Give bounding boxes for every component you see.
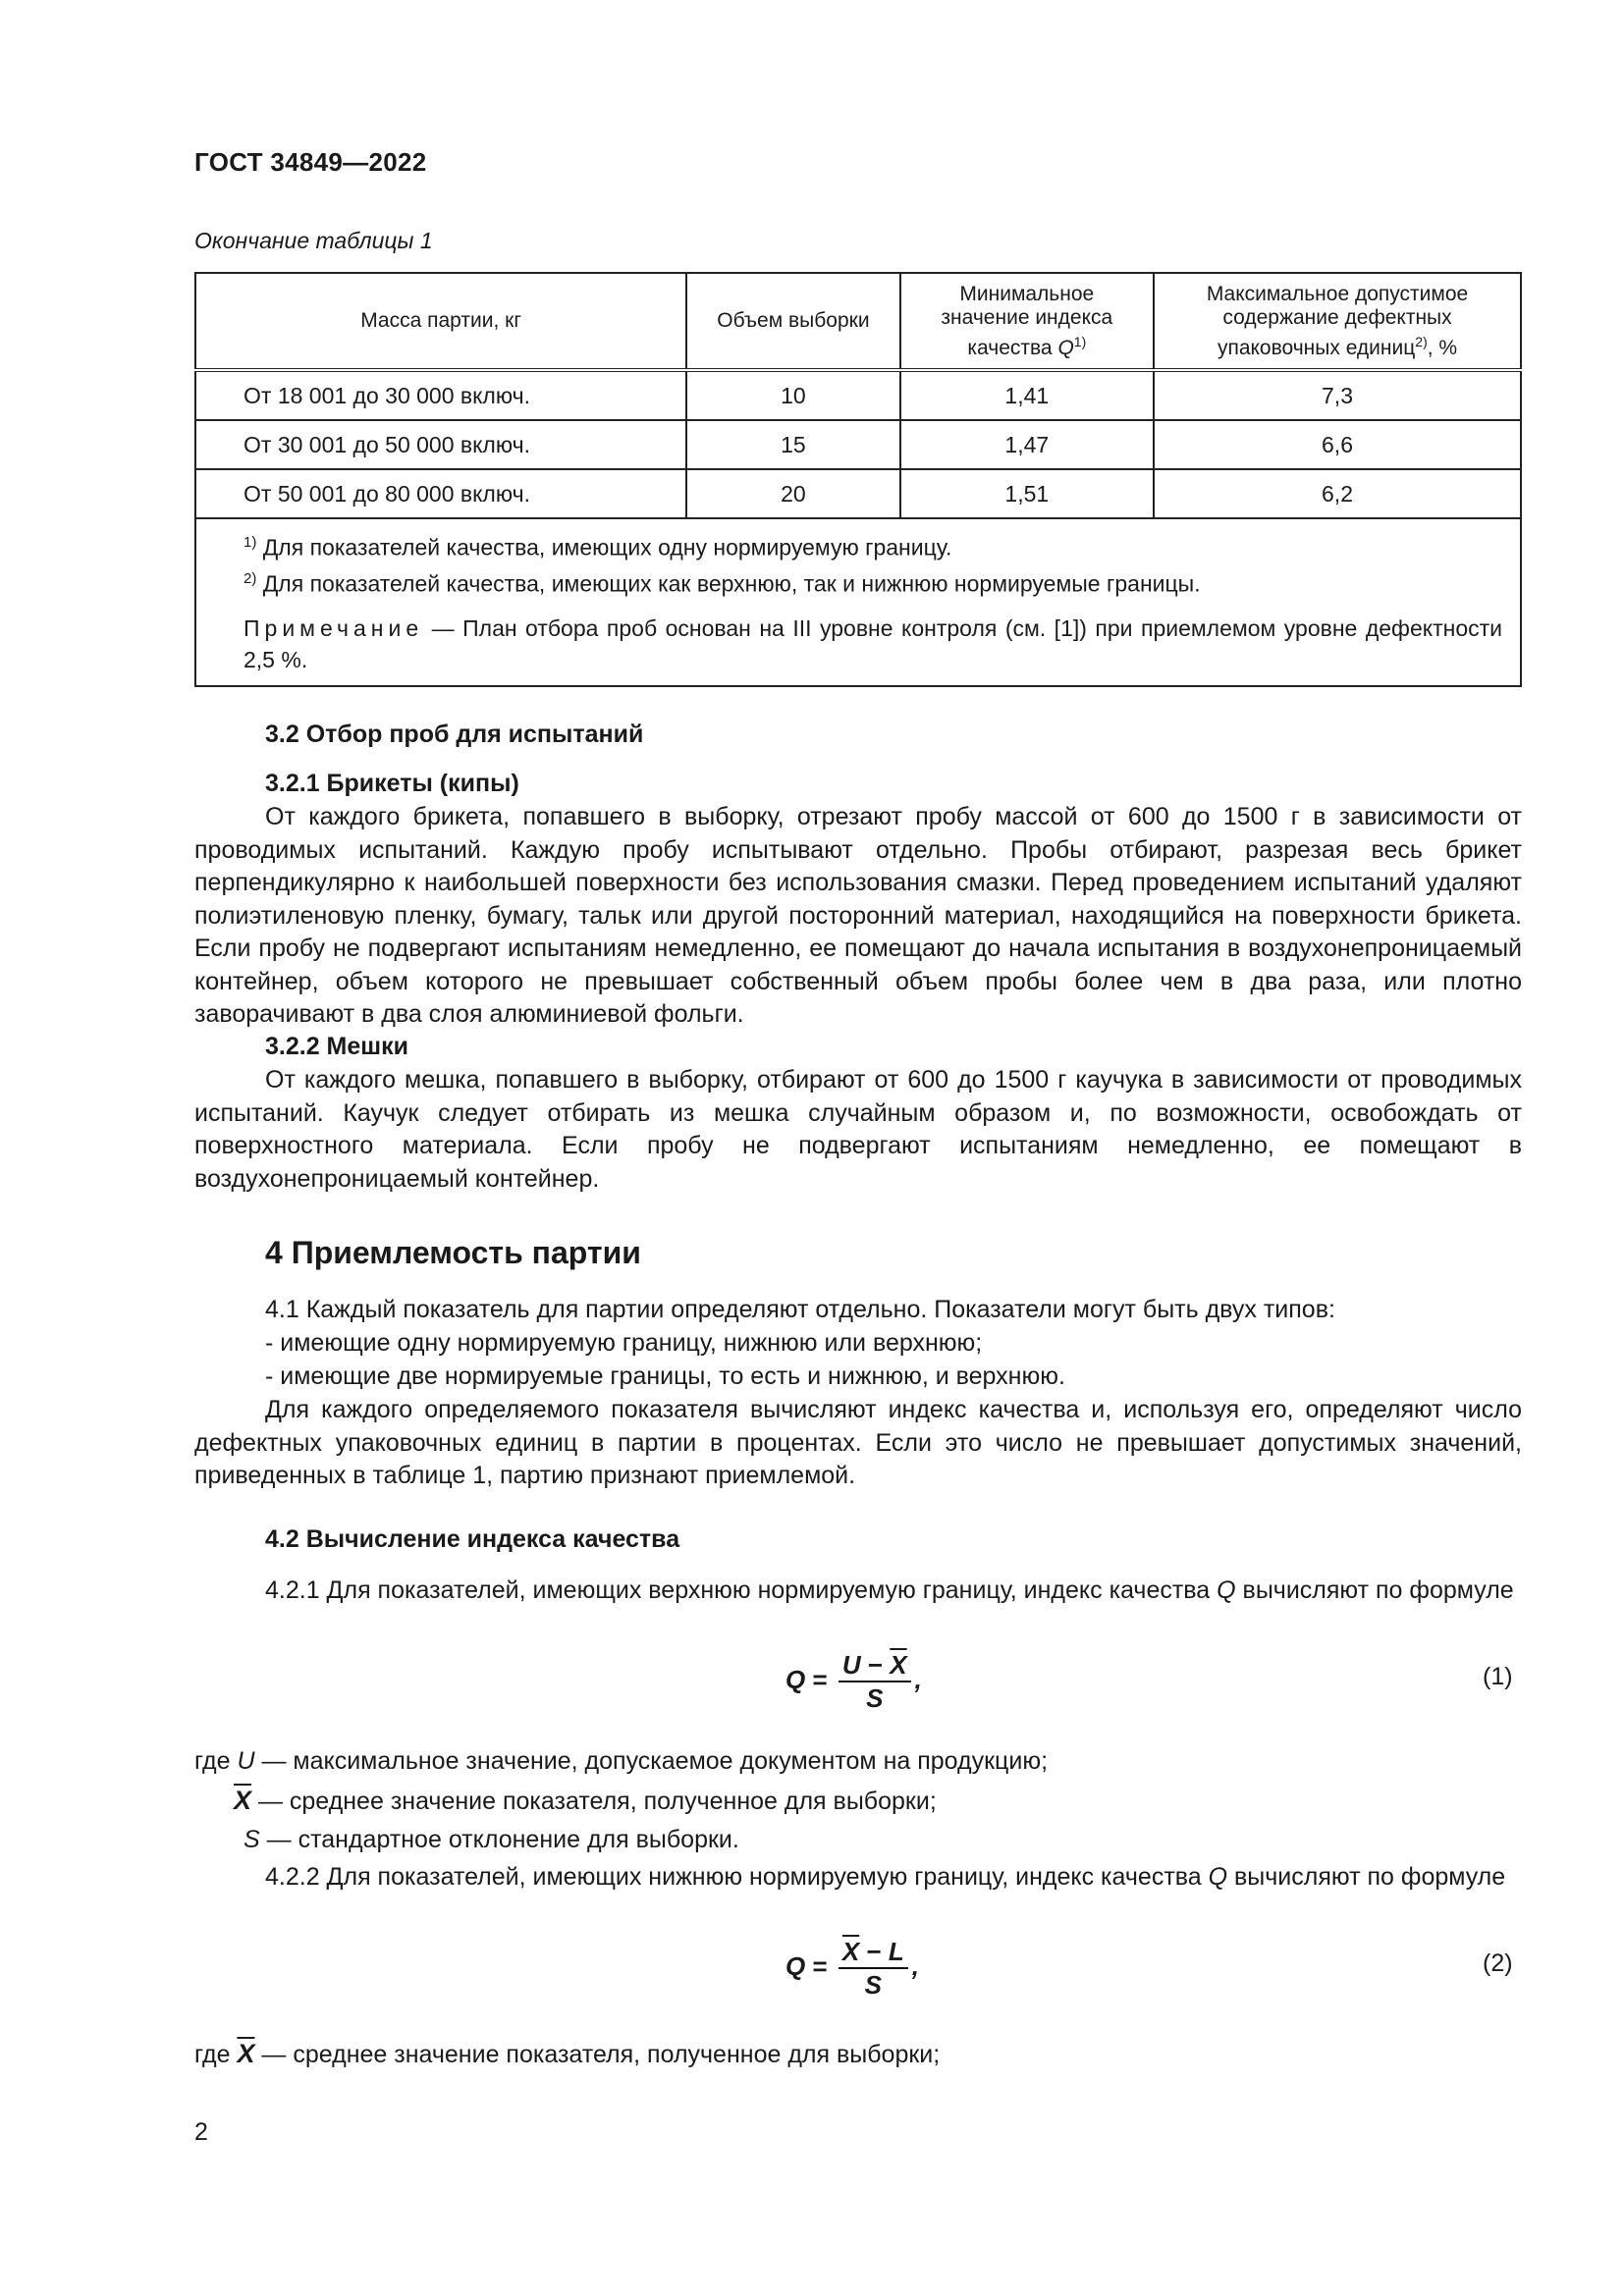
table-row	[195, 420, 1521, 469]
section-4-2-1-text	[194, 1575, 1522, 1608]
table-footnotes	[195, 518, 1521, 686]
where-1-s	[244, 1824, 739, 1857]
formula-2-lhs: Q	[785, 1950, 806, 1981]
standard-header: ГОСТ 34849—2022	[194, 147, 427, 177]
note-text: — План отбора проб основан на III уровне контроля (см. [1]) при приемлемом уровне дефектности 2,5 %.	[244, 615, 1502, 673]
section-4-1-paragraph: Для каждого определяемого показателя вычисляют индекс качества и, используя его, определяют число дефектных упаковочных единиц в партии в процентах. Если это число не превышает допустимых значений, приведенных в таблице 1, партию признают приемлемой.	[194, 1396, 1522, 1489]
header-q-line3: качества	[967, 336, 1058, 359]
where-2-x	[194, 2038, 940, 2072]
cell-max: 7,3	[1154, 370, 1521, 420]
formula-1-eq: =	[805, 1664, 835, 1694]
formula-1-denominator: S	[866, 1683, 884, 1713]
where-2-x-symbol: $\overline{X}$	[237, 2039, 255, 2068]
where-1-u	[194, 1745, 1048, 1779]
where-2-x-text: — среднее значение показателя, полученное для выборки;	[254, 2041, 941, 2068]
cell-q: 1,47	[900, 420, 1154, 469]
header-max-defective	[1154, 273, 1521, 370]
where-1-s-symbol: S	[244, 1826, 260, 1853]
cell-sample: 15	[686, 420, 899, 469]
formula-2-number: (2)	[1483, 1949, 1513, 1977]
table-note	[214, 613, 1502, 675]
formula-2-minus: −	[859, 1937, 889, 1966]
section-3-2-1-text: От каждого брикета, попавшего в выборку, отрезают пробу массой от 600 до 1500 г в зависимости от проводимых испытаний. Каждую пробу испытывают отдельно. Пробы отбирают, разрезая весь брикет перпендикулярно к наибольшей поверхности без использования смазки. Перед проведением испытаний удаляют полиэтиленовую пленку, бумагу, тальк или другой посторонний материал, находящийся на поверхности брикета. Если пробу не подвергают испытаниям немедленно, ее помещают до начала испытания в воздухонепроницаемый контейнер, объем которого не превышает собственный объем пробы более чем в два раза, или плотно заворачивают в два слоя алюминиевой фольги.	[194, 803, 1522, 1028]
section-3-2-1-title: 3.2.1 Брикеты (кипы)	[265, 770, 519, 797]
footnote-2-text: Для показателей качества, имеющих как верхнюю, так и нижнюю нормируемые границы.	[256, 570, 1201, 597]
section-4-title: 4 Приемлемость партии	[265, 1235, 641, 1270]
formula-2-xbar: $\overline{X}$	[841, 1937, 860, 1966]
where-1-u-text: — максимальное значение, допускаемое документом на продукцию;	[254, 1747, 1049, 1775]
where-1-s-text: — стандартное отклонение для выборки.	[259, 1826, 739, 1853]
cell-sample: 20	[686, 469, 899, 518]
list-item: - имеющие одну нормируемую границу, нижнюю или верхнюю;	[265, 1329, 983, 1357]
where-1-prefix: где	[194, 1747, 238, 1775]
where-2-prefix: где	[194, 2041, 238, 2068]
footnote-1-text: Для показателей качества, имеющих одну нормируемую границу.	[256, 534, 952, 561]
p421-text-b: вычисляют по формуле	[1235, 1576, 1514, 1604]
section-4-2-2-text	[194, 1861, 1522, 1895]
header-q-sup: 1)	[1073, 333, 1087, 349]
formula-2-comma: ,	[911, 1950, 919, 1981]
header-quality-index	[900, 273, 1154, 370]
header-max-tail: , %	[1427, 336, 1458, 359]
formula-1-xbar: $\overline{X}$	[890, 1650, 907, 1680]
footnote-1-mark: 1)	[244, 534, 257, 551]
footnote-2	[214, 563, 1502, 600]
where-1-x-symbol: $\overline{X}$	[234, 1786, 252, 1815]
cell-q: 1,41	[900, 370, 1154, 420]
p422-text-a: 4.2.2 Для показателей, имеющих нижнюю нормируемую границу, индекс качества	[265, 1863, 1209, 1891]
formula-1-lhs: Q	[785, 1664, 806, 1694]
formula-2	[785, 1938, 919, 1999]
p421-q: Q	[1217, 1576, 1236, 1604]
header-sample: Объем выборки	[686, 273, 899, 370]
cell-max: 6,6	[1154, 420, 1521, 469]
formula-2-denominator: S	[864, 1970, 882, 2000]
p421-text-a: 4.2.1 Для показателей, имеющих верхнюю нормируемую границу, индекс качества	[265, 1576, 1218, 1604]
section-4-1-text: 4.1 Каждый показатель для партии определяют отдельно. Показатели могут быть двух типов:	[265, 1296, 1335, 1323]
note-label: Примечание	[244, 615, 424, 642]
table-footer-row	[195, 518, 1521, 686]
formula-2-l: L	[888, 1937, 904, 1966]
header-mass: Масса партии, кг	[195, 273, 686, 370]
section-3-2-title: 3.2 Отбор проб для испытаний	[265, 721, 644, 748]
cell-mass: От 30 001 до 50 000 включ.	[195, 420, 686, 469]
cell-max: 6,2	[1154, 469, 1521, 518]
formula-1-fraction	[839, 1651, 911, 1712]
cell-sample: 10	[686, 370, 899, 420]
formula-1-numerator	[839, 1651, 911, 1682]
header-q-line2: значение индекса	[941, 305, 1113, 329]
p422-q: Q	[1208, 1863, 1228, 1891]
cell-mass: От 50 001 до 80 000 включ.	[195, 469, 686, 518]
table-1	[194, 272, 1522, 687]
header-max-line2: содержание дефектных	[1222, 305, 1452, 329]
where-1-x-text: — среднее значение показателя, полученное для выборки;	[251, 1788, 937, 1815]
formula-2-numerator	[839, 1938, 908, 1969]
footnote-2-mark: 2)	[244, 569, 257, 587]
formula-2-eq: =	[805, 1950, 835, 1981]
where-1-u-symbol: U	[237, 1747, 255, 1775]
header-max-sup: 2)	[1415, 333, 1428, 349]
section-3-2-2-text: От каждого мешка, попавшего в выборку, отбирают от 600 до 1500 г каучука в зависимости от проводимых испытаний. Каучук следует отбирать из мешка случайным образом и, по возможности, освобождать от поверхностного материала. Если пробу не подвергают испытаниям немедленно, ее помещают в воздухонепроницаемый контейнер.	[194, 1066, 1522, 1193]
cell-mass: От 18 001 до 30 000 включ.	[195, 370, 686, 420]
header-q-symbol: Q	[1057, 336, 1074, 359]
table-row	[195, 370, 1521, 420]
formula-1-minus: −	[860, 1650, 891, 1680]
formula-1-comma: ,	[914, 1664, 922, 1694]
table-header-row	[195, 273, 1521, 370]
where-1-x	[234, 1785, 937, 1819]
cell-q: 1,51	[900, 469, 1154, 518]
p422-text-b: вычисляют по формуле	[1227, 1863, 1506, 1891]
formula-1-number: (1)	[1483, 1663, 1513, 1690]
header-q-line1: Минимальное	[959, 282, 1095, 305]
formula-2-fraction	[839, 1938, 908, 1999]
header-max-line1: Максимальное допустимое	[1206, 282, 1469, 305]
table-continuation-caption: Окончание таблицы 1	[194, 228, 433, 253]
formula-1	[785, 1651, 922, 1712]
section-4-2-title: 4.2 Вычисление индекса качества	[265, 1525, 680, 1553]
section-3-2-2-title: 3.2.2 Мешки	[265, 1033, 408, 1060]
page-number: 2	[194, 2118, 208, 2146]
header-max-line3: упаковочных единиц	[1217, 336, 1416, 359]
footnote-1	[214, 527, 1502, 563]
table-row	[195, 469, 1521, 518]
list-item: - имеющие две нормируемые границы, то есть и нижнюю, и верхнюю.	[265, 1362, 1065, 1390]
formula-1-u: U	[841, 1650, 861, 1680]
